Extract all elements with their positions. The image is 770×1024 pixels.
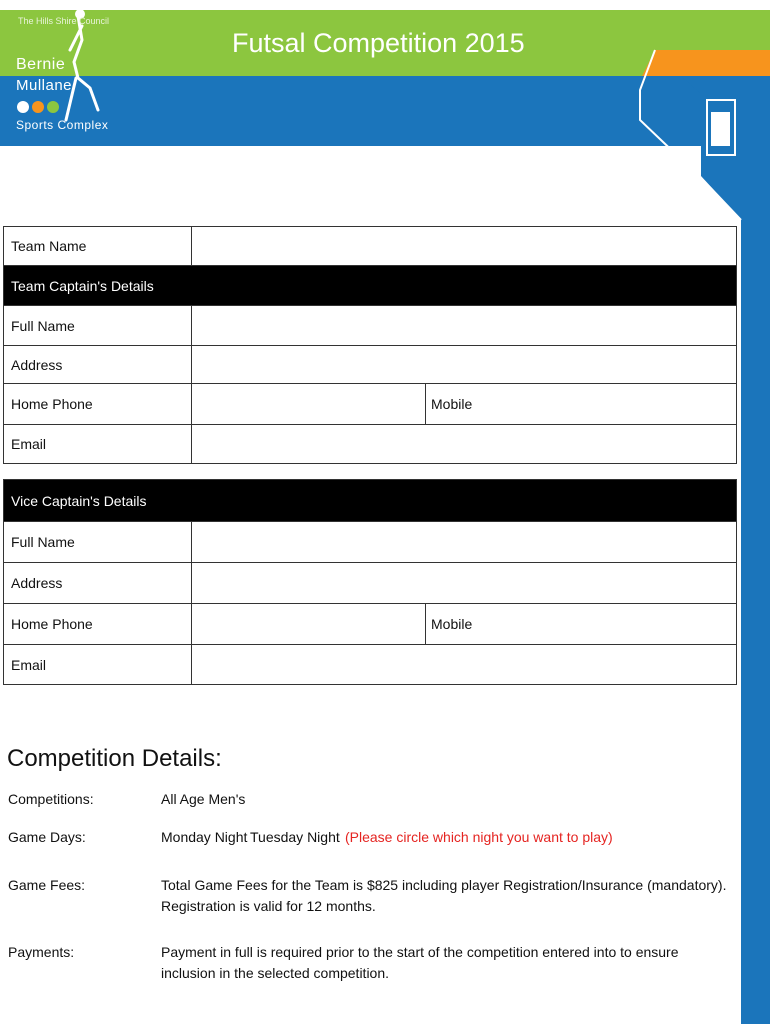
captain-address-row (4, 346, 736, 384)
captain-address-input[interactable] (192, 346, 736, 383)
logo-mullane-text: Mullane (16, 77, 73, 94)
captain-email-label: Email (4, 425, 192, 463)
captain-phone-row (4, 384, 736, 425)
captain-home-phone-input[interactable] (192, 384, 426, 424)
logo-balls-icon (16, 100, 66, 114)
vice-captain-mobile-label: Mobile (431, 616, 473, 632)
competitions-label: Competitions: (8, 791, 94, 807)
vice-captain-address-label: Address (4, 563, 192, 603)
captain-mobile-label: Mobile (431, 396, 473, 412)
game-fees-text: Total Game Fees for the Team is $825 including player Registration/Insurance (mandatory). Registration is valid for 12 months. (161, 877, 727, 914)
competitions-value: All Age Men's (161, 791, 246, 807)
logo-sports-complex-text: Sports Complex (16, 118, 109, 132)
game-fees-label: Game Fees: (8, 877, 86, 893)
team-name-row (4, 227, 736, 266)
vice-captain-full-name-label: Full Name (4, 522, 192, 562)
vice-captain-email-label: Email (4, 645, 192, 684)
vice-captain-home-phone-input[interactable] (192, 604, 426, 644)
vice-captain-email-row (4, 645, 736, 684)
page-title: Futsal Competition 2015 (232, 28, 525, 58)
captain-heading-row (4, 266, 736, 306)
right-blue-sidebar (741, 220, 770, 1024)
circle-night-note: (Please circle which night you want to play) (345, 829, 613, 845)
captain-panel (3, 226, 737, 464)
team-name-input[interactable] (192, 227, 736, 265)
captain-full-name-input[interactable] (192, 306, 736, 345)
captain-full-name-label: Full Name (4, 306, 192, 345)
vice-captain-address-input[interactable] (192, 563, 736, 603)
game-days-label: Game Days: (8, 829, 86, 845)
vice-captain-full-name-input[interactable] (192, 522, 736, 562)
competition-details-title: Competition Details: (7, 745, 222, 772)
vice-captain-phone-row (4, 604, 736, 645)
vice-captain-heading-row (4, 480, 736, 522)
captain-home-phone-label: Home Phone (4, 384, 192, 424)
field-marking-inner (711, 112, 730, 146)
orange-accent-shape (642, 50, 770, 76)
vice-captain-heading: Vice Captain's Details (11, 492, 147, 509)
player-silhouette-icon (66, 16, 98, 120)
blue-diagonal-shape (681, 76, 770, 220)
game-day-tuesday[interactable]: Tuesday Night (250, 829, 340, 845)
vice-captain-full-name-row (4, 522, 736, 563)
vice-captain-home-phone-label: Home Phone (4, 604, 192, 644)
captain-full-name-row (4, 306, 736, 346)
team-name-label: Team Name (4, 227, 192, 265)
vice-captain-address-row (4, 563, 736, 604)
payments-text: Payment in full is required prior to the start of the competition entered into to ensure inclusion in the selected competition. (161, 944, 679, 981)
captain-heading: Team Captain's Details (11, 277, 154, 294)
logo-bernie-text: Bernie (16, 56, 66, 73)
captain-email-row (4, 425, 736, 463)
captain-address-label: Address (4, 346, 192, 383)
logo-council-text: The Hills Shire Council (18, 16, 110, 26)
game-day-monday[interactable]: Monday Night (161, 829, 248, 845)
vice-captain-email-input[interactable] (192, 645, 736, 684)
payments-label: Payments: (8, 944, 75, 960)
vice-captain-panel (3, 479, 737, 685)
captain-email-input[interactable] (192, 425, 736, 463)
